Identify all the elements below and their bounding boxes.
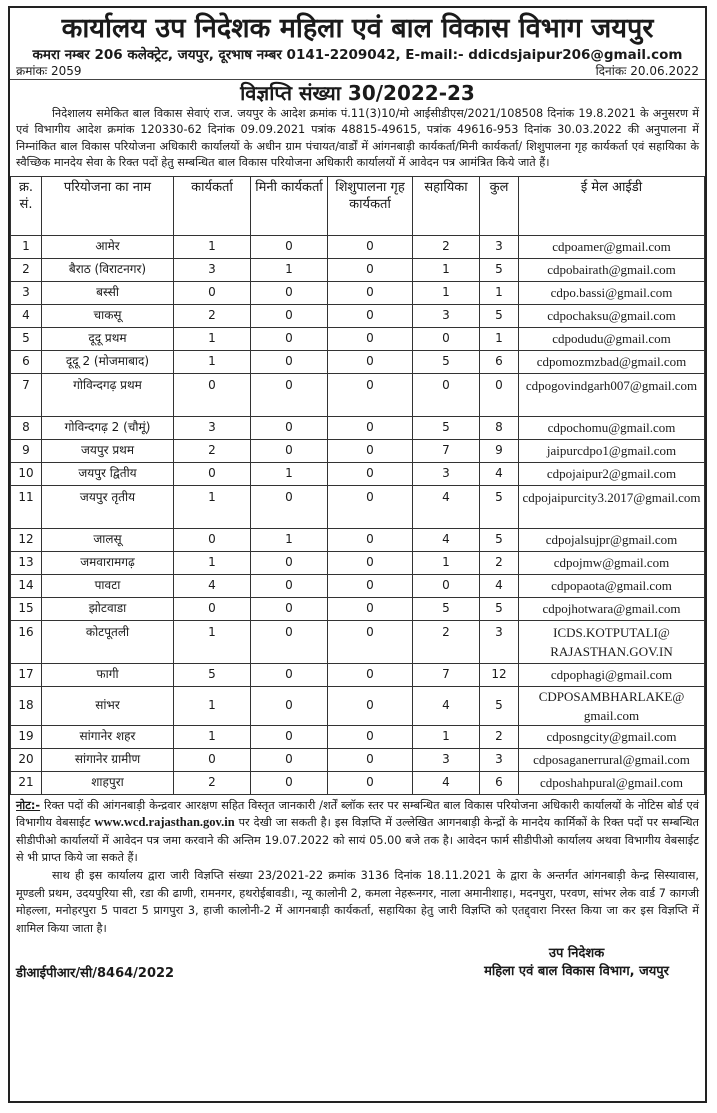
cell-helper: 4: [413, 528, 480, 551]
signatory-title: उप निदेशक: [548, 946, 605, 962]
cell-worker: 3: [174, 258, 251, 281]
reference-number: क्रमांकः 2059: [16, 64, 82, 78]
cell-sn: 9: [11, 439, 42, 462]
notice-date: दिनांकः 20.06.2022: [595, 64, 699, 78]
cell-email[interactable]: cdpochaksu@gmail.com: [519, 304, 705, 327]
cell-mini: 0: [251, 771, 328, 794]
cell-project: जालसू: [42, 528, 174, 551]
cell-worker: 1: [174, 235, 251, 258]
cell-project: चाकसू: [42, 304, 174, 327]
cell-email[interactable]: cdpopaota@gmail.com: [519, 574, 705, 597]
cell-worker: 2: [174, 771, 251, 794]
cell-mini: 0: [251, 597, 328, 620]
cell-email[interactable]: cdpodudu@gmail.com: [519, 327, 705, 350]
table-row: [11, 304, 705, 327]
cell-sn: 8: [11, 416, 42, 439]
cell-worker: 1: [174, 485, 251, 528]
table-row: [11, 528, 705, 551]
cell-project: बैराठ (विराटनगर): [42, 258, 174, 281]
cell-email[interactable]: cdposaganerrural@gmail.com: [519, 748, 705, 771]
note-section: [10, 795, 705, 938]
cell-worker: 2: [174, 439, 251, 462]
cell-worker: 1: [174, 725, 251, 748]
cell-helper: 3: [413, 748, 480, 771]
cell-mini: 0: [251, 686, 328, 725]
cell-helper: 2: [413, 235, 480, 258]
table-row: [11, 551, 705, 574]
cell-mini: 0: [251, 485, 328, 528]
cell-mini: 1: [251, 258, 328, 281]
cell-worker: 0: [174, 281, 251, 304]
cell-sn: 20: [11, 748, 42, 771]
cell-helper: 1: [413, 281, 480, 304]
cell-mini: 1: [251, 462, 328, 485]
cell-sn: 19: [11, 725, 42, 748]
cell-creche: 0: [328, 528, 413, 551]
cell-sn: 15: [11, 597, 42, 620]
cell-mini: 1: [251, 528, 328, 551]
cell-helper: 7: [413, 663, 480, 686]
cell-sn: 18: [11, 686, 42, 725]
cell-project: जयपुर द्वितीय: [42, 462, 174, 485]
table-row: [11, 663, 705, 686]
cell-worker: 4: [174, 574, 251, 597]
cell-mini: 0: [251, 327, 328, 350]
cell-project: आमेर: [42, 235, 174, 258]
cell-sn: 16: [11, 620, 42, 663]
cell-helper: 0: [413, 327, 480, 350]
cell-worker: 0: [174, 462, 251, 485]
cell-helper: 5: [413, 597, 480, 620]
cell-creche: 0: [328, 281, 413, 304]
cell-mini: 0: [251, 416, 328, 439]
cell-creche: 0: [328, 597, 413, 620]
cell-email[interactable]: cdpophagi@gmail.com: [519, 663, 705, 686]
cell-email[interactable]: cdposhahpural@gmail.com: [519, 771, 705, 794]
header-mini-worker: मिनी कार्यकर्ता: [251, 176, 328, 235]
vacancy-table: [10, 176, 705, 795]
cell-helper: 1: [413, 258, 480, 281]
cell-sn: 12: [11, 528, 42, 551]
cell-worker: 1: [174, 327, 251, 350]
table-row: [11, 258, 705, 281]
table-row: [11, 686, 705, 725]
cell-creche: 0: [328, 620, 413, 663]
cell-total: 5: [480, 597, 519, 620]
header-total: कुल: [480, 176, 519, 235]
cell-total: 4: [480, 462, 519, 485]
table-row: [11, 485, 705, 528]
cell-helper: 4: [413, 485, 480, 528]
cell-worker: 3: [174, 416, 251, 439]
cell-project: बस्सी: [42, 281, 174, 304]
footer: [10, 945, 705, 981]
cell-total: 1: [480, 281, 519, 304]
cell-email[interactable]: cdpo.bassi@gmail.com: [519, 281, 705, 304]
cell-sn: 10: [11, 462, 42, 485]
cell-email[interactable]: cdpojaipur2@gmail.com: [519, 462, 705, 485]
cell-total: 3: [480, 620, 519, 663]
table-row: [11, 350, 705, 373]
note-paragraph-1: [16, 797, 699, 867]
cell-creche: 0: [328, 462, 413, 485]
cell-project: सांभर: [42, 686, 174, 725]
note-label: नोट:-: [16, 798, 41, 812]
website-link[interactable]: www.wcd.rajasthan.gov.in: [94, 815, 235, 830]
cell-project: दूदू 2 (मोजमाबाद): [42, 350, 174, 373]
cell-helper: 3: [413, 462, 480, 485]
cell-project: जयपुर प्रथम: [42, 439, 174, 462]
cell-email[interactable]: CDPOSAMBHARLAKE@ gmail.com: [519, 686, 705, 725]
cell-mini: 0: [251, 439, 328, 462]
dipr-reference: डीआईपीआर/सी/8464/2022: [16, 966, 175, 982]
cell-worker: 1: [174, 551, 251, 574]
cell-sn: 2: [11, 258, 42, 281]
cell-creche: 0: [328, 416, 413, 439]
cell-creche: 0: [328, 551, 413, 574]
cell-project: फागी: [42, 663, 174, 686]
table-row: [11, 725, 705, 748]
table-row: [11, 597, 705, 620]
cell-email[interactable]: cdpojalsujpr@gmail.com: [519, 528, 705, 551]
cell-helper: 4: [413, 686, 480, 725]
table-row: [11, 574, 705, 597]
cell-helper: 2: [413, 620, 480, 663]
cell-total: 5: [480, 304, 519, 327]
cell-sn: 11: [11, 485, 42, 528]
cell-email[interactable]: cdpobairath@gmail.com: [519, 258, 705, 281]
table-row: [11, 771, 705, 794]
header-helper: सहायिका: [413, 176, 480, 235]
cell-email[interactable]: cdpomozmzbad@gmail.com: [519, 350, 705, 373]
cell-creche: 0: [328, 485, 413, 528]
signature-block: [484, 945, 669, 981]
cell-total: 6: [480, 771, 519, 794]
cell-mini: 0: [251, 551, 328, 574]
cell-project: गोविन्दगढ़ प्रथम: [42, 373, 174, 416]
cell-project: जयपुर तृतीय: [42, 485, 174, 528]
cell-creche: 0: [328, 574, 413, 597]
table-body: [11, 235, 705, 794]
cell-total: 12: [480, 663, 519, 686]
header-sn: क्र. सं.: [11, 176, 42, 235]
cell-helper: 1: [413, 725, 480, 748]
cell-email[interactable]: cdpojmw@gmail.com: [519, 551, 705, 574]
cell-worker: 1: [174, 350, 251, 373]
table-row: [11, 462, 705, 485]
cell-project: कोटपूतली: [42, 620, 174, 663]
cell-mini: 0: [251, 663, 328, 686]
cell-sn: 17: [11, 663, 42, 686]
cell-worker: 0: [174, 373, 251, 416]
table-header-row: [11, 176, 705, 235]
table-row: [11, 235, 705, 258]
cell-total: 2: [480, 725, 519, 748]
note-text: रिक्त पदों की आंगनबाड़ी केन्द्रवार आरक्षण सहित विस्तृत जानकारी /शर्तें ब्लॉक स्तर पर सम्बन्धित बाल विकास परियोजना अधिकारी कार्यालयों के नोटिस बोर्ड एवं विभागीय वेबसाईट: [16, 798, 699, 830]
table-row: [11, 620, 705, 663]
table-row: [11, 373, 705, 416]
cell-sn: 21: [11, 771, 42, 794]
table-row: [11, 327, 705, 350]
signatory-department: महिला एवं बाल विकास विभाग, जयपुर: [484, 964, 669, 980]
cell-total: 1: [480, 327, 519, 350]
cell-creche: 0: [328, 771, 413, 794]
cell-total: 9: [480, 439, 519, 462]
cell-worker: 1: [174, 686, 251, 725]
note-text-cont: पर देखी जा सकती है। इस विज्ञप्ति में उल्लेखित आगनबाड़ी केन्द्रों के मानदेय कार्मिकों के रिक्त पदों पर सम्बन्धित सीडीपीओ कार्यालयों में आवेदन पत्र जमा करवाने की अन्तिम 19.07.2022 को सायं 05.00 बजे तक है। आवेदन फार्म सीडीपीओ कार्यालय अथवा विभागीय वेबसाईट से भी प्राप्त किये जा सकते हैं।: [16, 816, 699, 865]
cell-sn: 1: [11, 235, 42, 258]
cell-helper: 7: [413, 439, 480, 462]
cell-sn: 6: [11, 350, 42, 373]
table-row: [11, 748, 705, 771]
header-creche-worker: शिशुपालना गृह कार्यकर्ता: [328, 176, 413, 235]
header-email: ई मेल आईडी: [519, 176, 705, 235]
cell-creche: 0: [328, 327, 413, 350]
cell-email[interactable]: cdpogovindgarh007@gmail.com: [519, 373, 705, 416]
table-row: [11, 439, 705, 462]
cell-mini: 0: [251, 281, 328, 304]
cell-email[interactable]: cdpoamer@gmail.com: [519, 235, 705, 258]
cell-project: सांगानेर शहर: [42, 725, 174, 748]
cell-creche: 0: [328, 748, 413, 771]
cell-creche: 0: [328, 235, 413, 258]
cell-sn: 14: [11, 574, 42, 597]
header-project: परियोजना का नाम: [42, 176, 174, 235]
table-row: [11, 416, 705, 439]
cell-mini: 0: [251, 350, 328, 373]
cell-total: 4: [480, 574, 519, 597]
cell-sn: 5: [11, 327, 42, 350]
cell-sn: 4: [11, 304, 42, 327]
cell-email[interactable]: cdposngcity@gmail.com: [519, 725, 705, 748]
cell-mini: 0: [251, 725, 328, 748]
cell-mini: 0: [251, 574, 328, 597]
cell-mini: 0: [251, 748, 328, 771]
cell-mini: 0: [251, 620, 328, 663]
cell-mini: 0: [251, 235, 328, 258]
cell-creche: 0: [328, 725, 413, 748]
cell-project: सांगानेर ग्रामीण: [42, 748, 174, 771]
notice-title: विज्ञप्ति संख्या 30/2022-23: [240, 81, 475, 105]
cell-total: 5: [480, 258, 519, 281]
cell-helper: 0: [413, 373, 480, 416]
cell-creche: 0: [328, 350, 413, 373]
cell-worker: 0: [174, 597, 251, 620]
cell-worker: 1: [174, 620, 251, 663]
intro-paragraph: निदेशालय समेकित बाल विकास सेवाएं राज. जयपुर के आदेश क्रमांक पं.11(3)10/मो आईसीडीएस/2021/108508 दिनांक 19.8.2021 के अनुसरण में एवं विभागीय आदेश क्रमांक 120330-62 दिनांक 09.09.2021 पत्रांक 48815-49615, पत्रांक 49616-953 दिनांक 30.03.2022 की अनुपालना में निम्नांकित बाल विकास परियोजना अधिकारी कार्यालयों के अधीन ग्राम पंचायत/वार्डों में आंगनबाड़ी कार्यकर्ता/मिनी कार्यकर्ता/ शिशुपालना गृह कार्यकर्ता एवं सहायिका के स्वैच्छिक मानदेय सेवा के रिक्त पदों हेतु सम्बन्धित बाल विकास परियोजना अधिकारी कार्यालयों में आवेदन पत्र आमंत्रित किये जाते हैं।: [16, 107, 699, 170]
cell-mini: 0: [251, 373, 328, 416]
cell-total: 5: [480, 686, 519, 725]
cell-creche: 0: [328, 686, 413, 725]
cell-total: 5: [480, 528, 519, 551]
cell-project: जमवारामगढ़: [42, 551, 174, 574]
cell-helper: 1: [413, 551, 480, 574]
table-row: [11, 281, 705, 304]
cell-total: 2: [480, 551, 519, 574]
cell-creche: 0: [328, 439, 413, 462]
notice-document: [8, 6, 707, 1103]
cell-project: शाहपुरा: [42, 771, 174, 794]
cell-project: पावटा: [42, 574, 174, 597]
contact-line: कमरा नम्बर 206 कलेक्ट्रेट, जयपुर, दूरभाष नम्बर 0141-2209042, E-mail:- ddicdsjaipur206@gmail.com: [32, 47, 683, 63]
cell-sn: 3: [11, 281, 42, 304]
note-paragraph-2: साथ ही इस कार्यालय द्वारा जारी विज्ञप्ति संख्या 23/2021-22 क्रमांक 3136 दिनांक 18.11.2021 के द्वारा के अन्तर्गत आंगनबाड़ी केन्द्र सिस्यावास, मूण्डली प्रथम, उदयपुरिया सी, रडा की ढाणी, रामनगर, हथरोईबावडी।, न्यू कालोनी 2, कमला नेहरूनगर, नाला अमानीशाह।, मदनपुरा, परवण, सांभर लेक वार्ड 7 कागजी मोहल्ला, मनोहरपुरा 5 पावटा 5 प्रागपुरा 3, हाजी कालोनी-2 में आगनबाड़ी कार्यकर्ता, सहायिका हेतु जारी विज्ञप्ति को एतद्द्वारा निरस्त किया जा कर इस विज्ञप्ति में शामिल किया जाता है।: [16, 869, 699, 935]
cell-helper: 0: [413, 574, 480, 597]
cell-creche: 0: [328, 373, 413, 416]
cell-project: झोटवाडा: [42, 597, 174, 620]
cell-email[interactable]: cdpochomu@gmail.com: [519, 416, 705, 439]
cell-helper: 5: [413, 350, 480, 373]
cell-worker: 0: [174, 528, 251, 551]
cell-total: 0: [480, 373, 519, 416]
cell-project: गोविन्दगढ़ 2 (चौमूं): [42, 416, 174, 439]
cell-sn: 13: [11, 551, 42, 574]
cell-helper: 5: [413, 416, 480, 439]
cell-mini: 0: [251, 304, 328, 327]
office-title: कार्यालय उप निदेशक महिला एवं बाल विकास विभाग जयपुर: [61, 13, 654, 44]
reference-line: [10, 64, 705, 80]
cell-helper: 3: [413, 304, 480, 327]
cell-email[interactable]: cdpojaipurcity3.2017@gmail.com: [519, 485, 705, 528]
cell-email[interactable]: ICDS.KOTPUTALI@ RAJASTHAN.GOV.IN: [519, 620, 705, 663]
cell-project: दूदू प्रथम: [42, 327, 174, 350]
cell-worker: 5: [174, 663, 251, 686]
cell-creche: 0: [328, 663, 413, 686]
cell-creche: 0: [328, 304, 413, 327]
cell-helper: 4: [413, 771, 480, 794]
cell-worker: 0: [174, 748, 251, 771]
cell-email[interactable]: jaipurcdpo1@gmail.com: [519, 439, 705, 462]
cell-sn: 7: [11, 373, 42, 416]
cell-worker: 2: [174, 304, 251, 327]
cell-email[interactable]: cdpojhotwara@gmail.com: [519, 597, 705, 620]
cell-total: 8: [480, 416, 519, 439]
cell-total: 3: [480, 235, 519, 258]
cell-creche: 0: [328, 258, 413, 281]
cell-total: 5: [480, 485, 519, 528]
cell-total: 3: [480, 748, 519, 771]
cell-total: 6: [480, 350, 519, 373]
header-worker: कार्यकर्ता: [174, 176, 251, 235]
